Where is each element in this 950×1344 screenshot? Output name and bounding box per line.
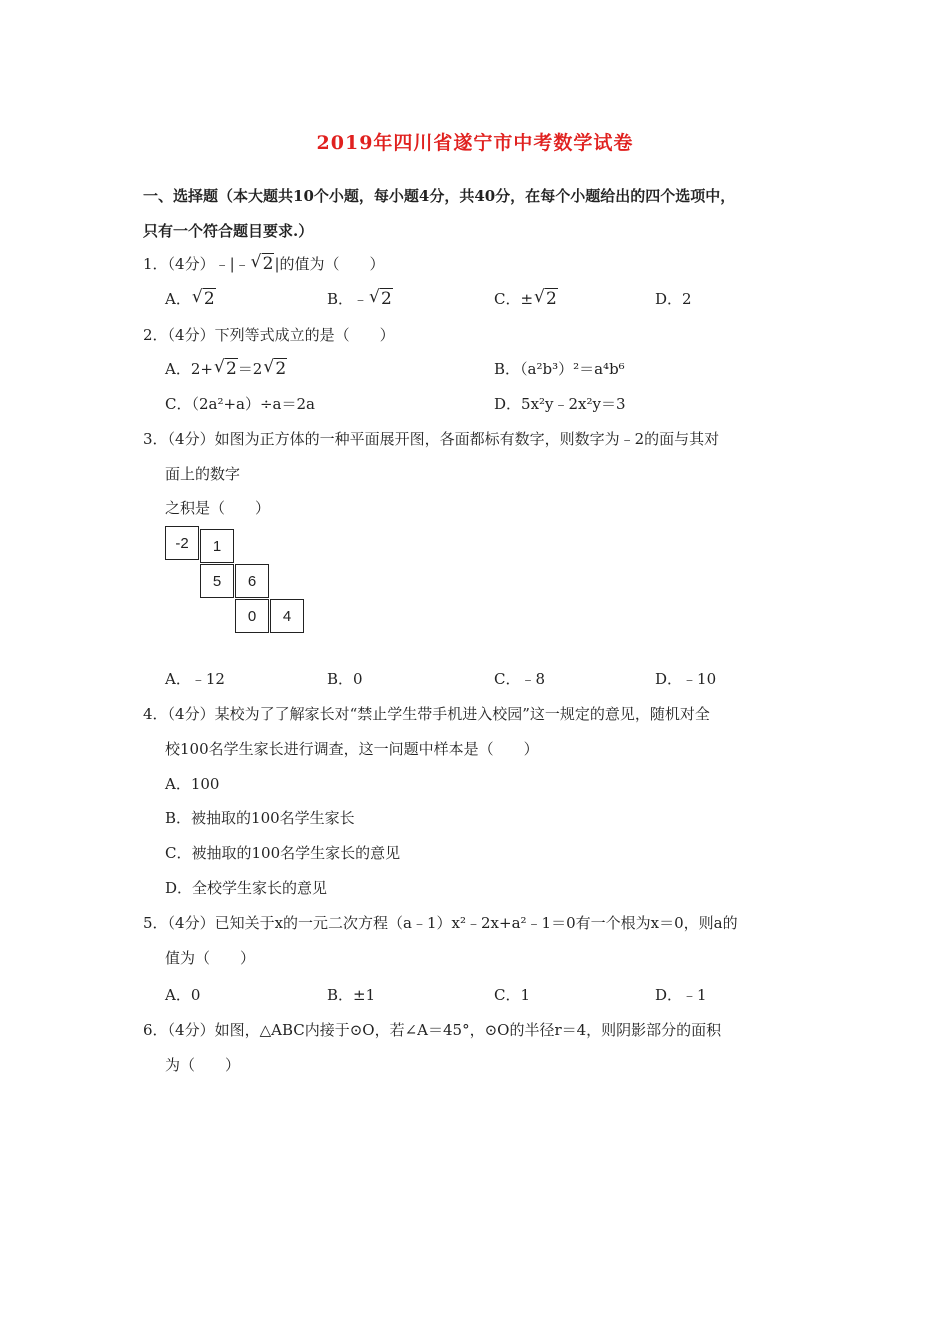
q1-option-b: B．﹣√ 2 bbox=[327, 288, 393, 309]
cube-net-cell: -2 bbox=[165, 526, 199, 560]
q4-option-c: C．被抽取的100名学生家长的意见 bbox=[165, 844, 401, 862]
q2-option-a: A．2+√ 2＝2√ 2 bbox=[165, 358, 287, 379]
question-6-line2: 为（ ） bbox=[165, 1056, 241, 1074]
question-5-line1: 5．（4分）已知关于x的一元二次方程（a﹣1）x²﹣2x+a²﹣1＝0有一个根为x＝0，则a的 bbox=[143, 914, 738, 932]
q1-option-c: C．±√ 2 bbox=[494, 288, 558, 309]
cube-net-cell: 0 bbox=[235, 599, 269, 633]
q5-option-c: C．1 bbox=[494, 986, 531, 1004]
sqrt-symbol: √ 2 bbox=[192, 289, 216, 309]
q3-option-c: C．﹣8 bbox=[494, 670, 546, 688]
section-heading-line1: 一、选择题（本大题共10个小题，每小题4分，共40分，在每个小题给出的四个选项中， bbox=[143, 187, 736, 205]
cube-net-cell: 6 bbox=[235, 564, 269, 598]
cube-net-cell: 1 bbox=[200, 529, 234, 563]
q1-option-d: D．2 bbox=[655, 290, 692, 308]
q5-option-a: A．0 bbox=[165, 986, 201, 1004]
q1-expr-pre: ﹣|﹣ bbox=[214, 255, 250, 273]
page-title: 2019年四川省遂宁市中考数学试卷 bbox=[316, 132, 634, 154]
question-3-line1: 3．（4分）如图为正方体的一种平面展开图，各面都标有数字，则数字为﹣2的面与其对 bbox=[143, 430, 720, 448]
question-5-line2: 值为（ ） bbox=[165, 949, 256, 967]
cube-net-figure bbox=[165, 526, 305, 634]
q2-option-c: C．（2a²+a）÷a＝2a bbox=[165, 395, 315, 413]
cube-net-cell: 5 bbox=[200, 564, 234, 598]
q1-option-a: A．√ 2 bbox=[165, 288, 216, 309]
question-3-line2: 面上的数字 bbox=[165, 465, 241, 483]
question-3-line3: 之积是（ ） bbox=[165, 499, 271, 517]
sqrt-symbol: √ 2 bbox=[369, 289, 393, 309]
q2-option-b: B．（a²b³）²＝a⁴b⁶ bbox=[494, 360, 625, 378]
question-2: 2．（4分）下列等式成立的是（ ） bbox=[143, 326, 395, 344]
sqrt-symbol: √ 2 bbox=[251, 254, 275, 274]
q1-expr-post: |的值为（ ） bbox=[274, 255, 385, 273]
q4-option-d: D．全校学生家长的意见 bbox=[165, 879, 328, 897]
q4-option-b: B．被抽取的100名学生家长 bbox=[165, 809, 355, 827]
question-6-line1: 6．（4分）如图，△ABC内接于⊙O，若∠A＝45°，⊙O的半径r＝4，则阴影部分的面积 bbox=[143, 1021, 722, 1039]
q3-option-d: D．﹣10 bbox=[655, 670, 717, 688]
question-4-line1: 4．（4分）某校为了了解家长对“禁止学生带手机进入校园”这一规定的意见，随机对全 bbox=[143, 705, 710, 723]
q1-number: 1．（4分） bbox=[143, 255, 215, 273]
cube-net-cell: 4 bbox=[270, 599, 304, 633]
question-4-line2: 校100名学生家长进行调查，这一问题中样本是（ ） bbox=[165, 740, 539, 758]
section-heading-line2: 只有一个符合题目要求.） bbox=[143, 222, 314, 240]
q4-option-a: A．100 bbox=[165, 775, 220, 793]
q2-option-d: D．5x²y﹣2x²y＝3 bbox=[494, 395, 626, 413]
q5-option-d: D．﹣1 bbox=[655, 986, 707, 1004]
sqrt-symbol: √ 2 bbox=[214, 359, 238, 379]
sqrt-symbol: √ 2 bbox=[263, 359, 287, 379]
q3-option-a: A．﹣12 bbox=[165, 670, 225, 688]
sqrt-symbol: √ 2 bbox=[534, 289, 558, 309]
q3-option-b: B．0 bbox=[327, 670, 363, 688]
question-1 bbox=[143, 253, 385, 274]
q5-option-b: B．±1 bbox=[327, 986, 376, 1004]
